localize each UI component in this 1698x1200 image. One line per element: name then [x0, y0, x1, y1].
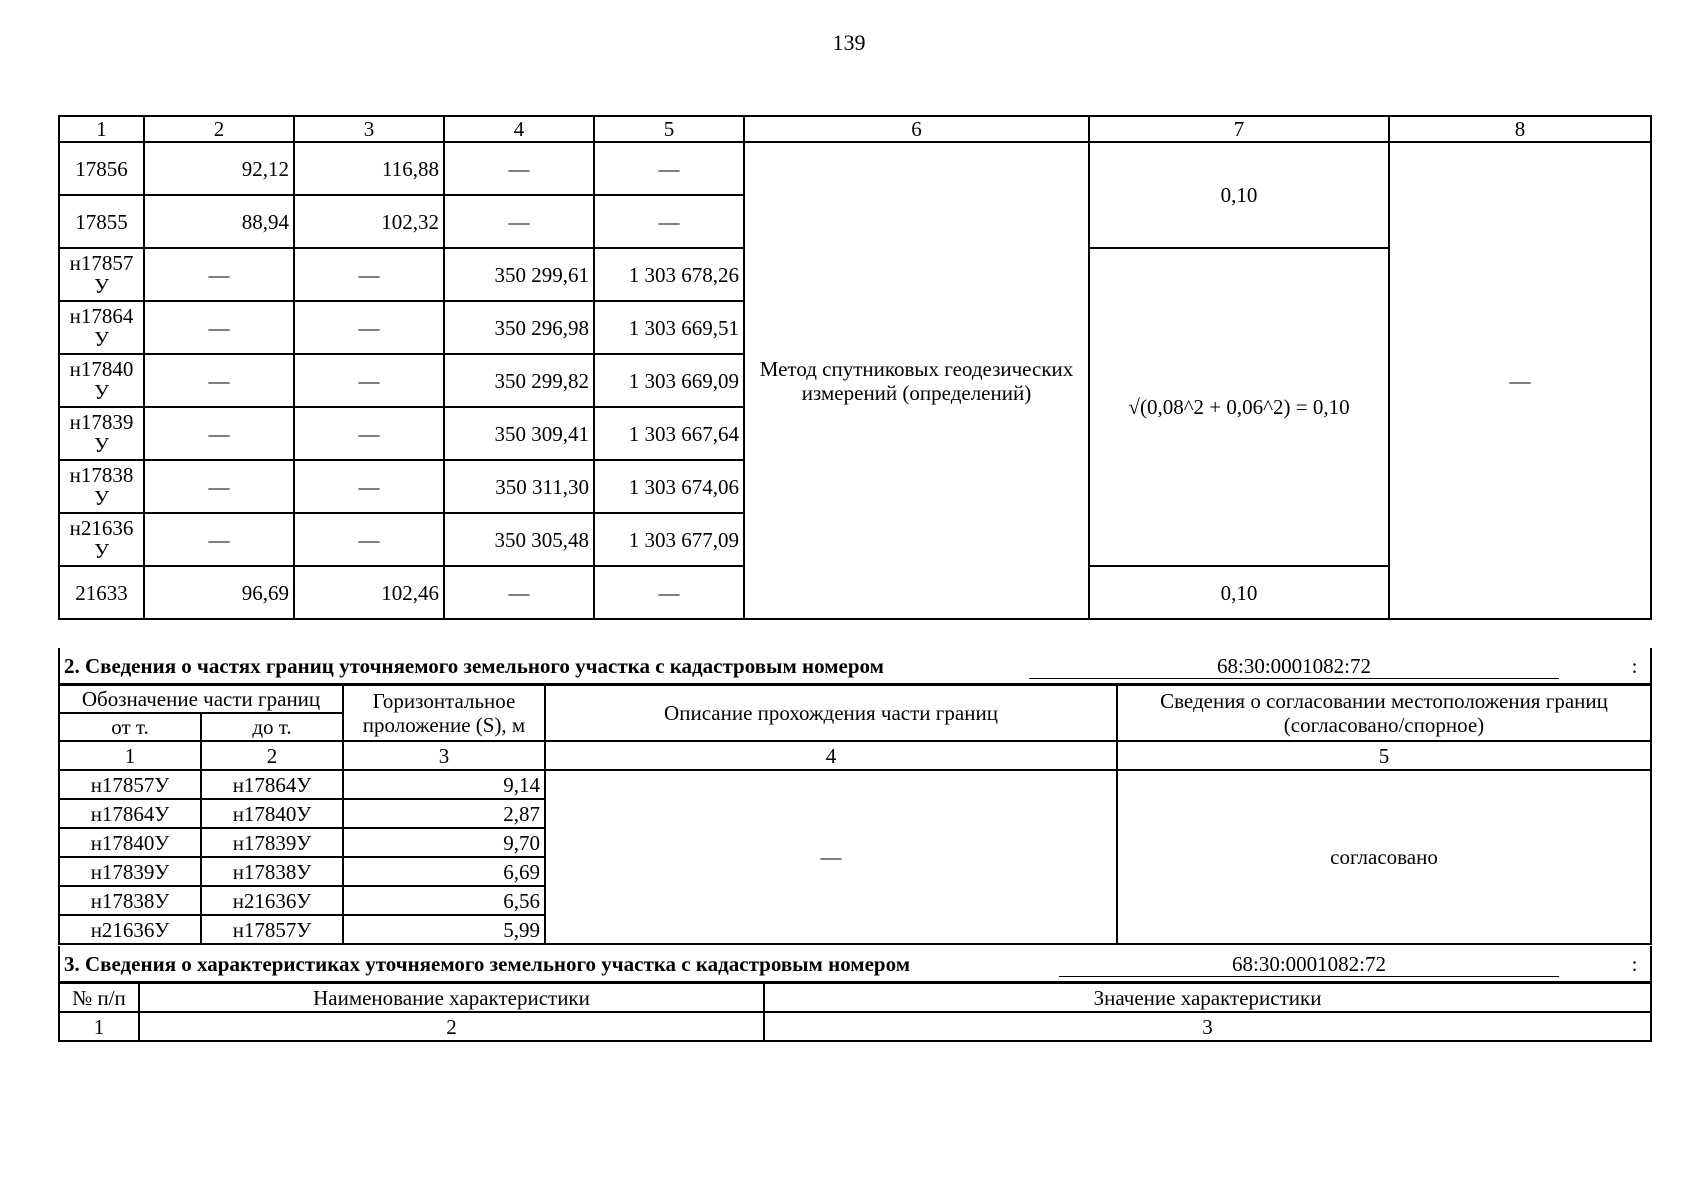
length-value: 6,69: [343, 857, 545, 886]
length-value: 2,87: [343, 799, 545, 828]
cell-value: 96,69: [144, 566, 294, 619]
point-id: 17855: [59, 195, 144, 248]
section2-cadastral-cell: [969, 648, 1619, 684]
column-number: 4: [545, 741, 1117, 770]
cell-value: —: [144, 513, 294, 566]
point-id-line2: У: [94, 485, 109, 510]
from-point: н17839У: [59, 857, 201, 886]
length-value: 6,56: [343, 886, 545, 915]
cell-value: 350 299,82: [444, 354, 594, 407]
to-point: н17839У: [201, 828, 343, 857]
accuracy-top: 0,10: [1089, 142, 1389, 248]
cell-value: —: [444, 566, 594, 619]
cell-value: —: [144, 301, 294, 354]
point-id-line2: У: [94, 326, 109, 351]
cell-value: 1 303 667,64: [594, 407, 744, 460]
cell-value: —: [594, 566, 744, 619]
from-point: н17864У: [59, 799, 201, 828]
section2-colon: :: [1619, 648, 1651, 684]
length-value: 9,70: [343, 828, 545, 857]
method-cell: Метод спутниковых геодезических измерений (определений): [744, 142, 1089, 619]
column-8-value: —: [1389, 142, 1651, 619]
cell-value: —: [294, 354, 444, 407]
header-cell: 1: [59, 116, 144, 142]
characteristics-table: [58, 982, 1652, 1042]
point-id-line1: н17857: [69, 250, 134, 275]
table-row: [59, 142, 1651, 195]
column-number: 1: [59, 1012, 139, 1041]
head-description: Описание прохождения части границ: [545, 685, 1117, 741]
cell-value: —: [444, 142, 594, 195]
cell-value: —: [294, 460, 444, 513]
section3-head-row: [59, 983, 1651, 1012]
cell-value: —: [294, 513, 444, 566]
section3-number-row: [59, 1012, 1651, 1041]
head-number: № п/п: [59, 983, 139, 1012]
cell-value: —: [594, 195, 744, 248]
header-cell: 6: [744, 116, 1089, 142]
column-number: 5: [1117, 741, 1651, 770]
column-number: 3: [343, 741, 545, 770]
section3-title: 3. Сведения о характеристиках уточняемого земельного участка с кадастровым номером: [59, 946, 999, 982]
cell-value: —: [294, 407, 444, 460]
cell-value: 350 299,61: [444, 248, 594, 301]
to-point: н17840У: [201, 799, 343, 828]
section3-cadastral-number: 68:30:0001082:72: [1059, 952, 1559, 977]
point-id-line2: У: [94, 273, 109, 298]
to-point: н17857У: [201, 915, 343, 944]
header-cell: 7: [1089, 116, 1389, 142]
cell-value: —: [294, 248, 444, 301]
point-id-line2: У: [94, 379, 109, 404]
column-number: 2: [139, 1012, 764, 1041]
cell-value: 92,12: [144, 142, 294, 195]
point-id: [59, 301, 144, 354]
accuracy-formula: √(0,08^2 + 0,06^2) = 0,10: [1089, 248, 1389, 566]
cell-value: 1 303 678,26: [594, 248, 744, 301]
cell-value: 350 311,30: [444, 460, 594, 513]
section3-cadastral-cell: [999, 946, 1619, 982]
head-agreement: Сведения о согласовании местоположения границ (согласовано/спорное): [1117, 685, 1651, 741]
point-id-line2: У: [94, 432, 109, 457]
cell-value: —: [294, 301, 444, 354]
from-point: н17857У: [59, 770, 201, 799]
point-id-line1: н17864: [69, 303, 134, 328]
header-cell: 3: [294, 116, 444, 142]
head-characteristic-value: Значение характеристики: [764, 983, 1651, 1012]
head-to: до т.: [201, 713, 343, 741]
section2-cadastral-number: 68:30:0001082:72: [1029, 654, 1559, 679]
cell-value: 350 309,41: [444, 407, 594, 460]
cell-value: —: [144, 354, 294, 407]
section2-title: 2. Сведения о частях границ уточняемого земельного участка с кадастровым номером: [59, 648, 969, 684]
table-row: [59, 770, 1651, 799]
to-point: н17838У: [201, 857, 343, 886]
cell-value: 350 305,48: [444, 513, 594, 566]
point-id-line1: н21636: [69, 515, 134, 540]
boundary-parts-table: [58, 684, 1652, 945]
from-point: н21636У: [59, 915, 201, 944]
point-id: [59, 354, 144, 407]
column-number: 1: [59, 741, 201, 770]
cell-value: —: [144, 248, 294, 301]
header-cell: 5: [594, 116, 744, 142]
point-id-line2: У: [94, 538, 109, 563]
section2-title-table: [58, 648, 1652, 685]
cell-value: 350 296,98: [444, 301, 594, 354]
cell-value: 1 303 674,06: [594, 460, 744, 513]
header-cell: 8: [1389, 116, 1651, 142]
page-number: 139: [832, 30, 866, 55]
table-header-row: [59, 116, 1651, 142]
point-id-line1: н17839: [69, 409, 134, 434]
point-id-line1: н17838: [69, 462, 134, 487]
head-horizontal-length: Горизонтальное проложение (S), м: [343, 685, 545, 741]
from-point: н17838У: [59, 886, 201, 915]
cell-value: 1 303 669,09: [594, 354, 744, 407]
head-from: от т.: [59, 713, 201, 741]
cell-value: 1 303 677,09: [594, 513, 744, 566]
cell-value: 88,94: [144, 195, 294, 248]
accuracy-bottom: 0,10: [1089, 566, 1389, 619]
cell-value: 1 303 669,51: [594, 301, 744, 354]
length-value: 9,14: [343, 770, 545, 799]
cell-value: —: [144, 460, 294, 513]
to-point: н21636У: [201, 886, 343, 915]
description-value: —: [545, 770, 1117, 944]
section2-number-row: [59, 741, 1651, 770]
column-number: 3: [764, 1012, 1651, 1041]
cell-value: 102,32: [294, 195, 444, 248]
cell-value: —: [594, 142, 744, 195]
head-characteristic-name: Наименование характеристики: [139, 983, 764, 1012]
to-point: н17864У: [201, 770, 343, 799]
from-point: н17840У: [59, 828, 201, 857]
length-value: 5,99: [343, 915, 545, 944]
section3-title-table: [58, 946, 1652, 983]
point-id-line1: н17840: [69, 356, 134, 381]
header-cell: 4: [444, 116, 594, 142]
point-id: [59, 460, 144, 513]
header-cell: 2: [144, 116, 294, 142]
point-id: [59, 407, 144, 460]
agreement-value: согласовано: [1117, 770, 1651, 944]
cell-value: 116,88: [294, 142, 444, 195]
cell-value: —: [144, 407, 294, 460]
section3-title-row: [59, 946, 1651, 982]
cell-value: 102,46: [294, 566, 444, 619]
point-id: 21633: [59, 566, 144, 619]
point-id: [59, 513, 144, 566]
section3-colon: :: [1619, 946, 1651, 982]
column-number: 2: [201, 741, 343, 770]
head-part-designation: Обозначение части границ: [59, 685, 343, 713]
point-id: 17856: [59, 142, 144, 195]
coordinates-table: [58, 115, 1652, 620]
section2-title-row: [59, 648, 1651, 684]
point-id: [59, 248, 144, 301]
section2-head-row: [59, 685, 1651, 713]
cell-value: —: [444, 195, 594, 248]
